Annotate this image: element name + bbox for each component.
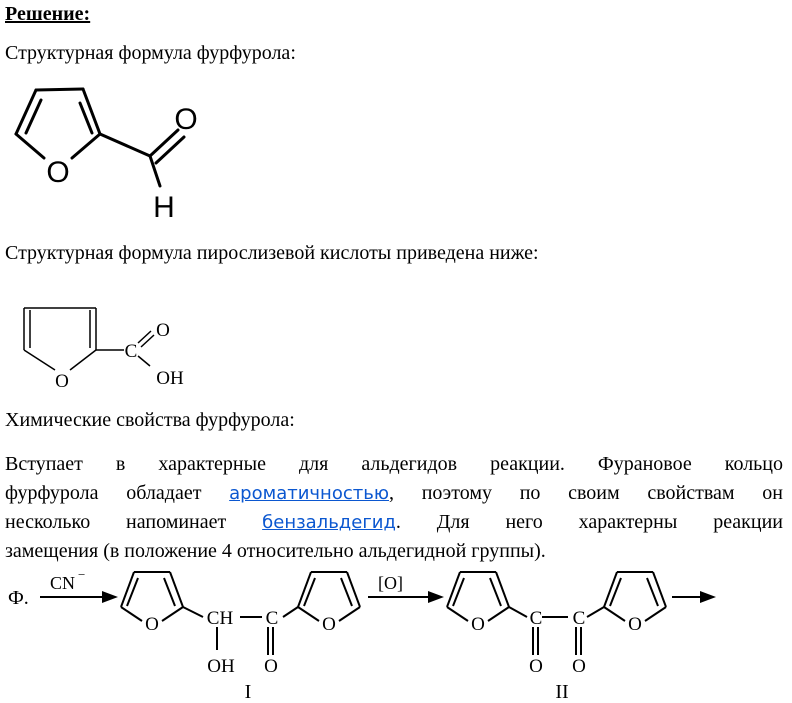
carbonyl-carbon-1: C bbox=[265, 608, 279, 629]
compound-label-2: II bbox=[555, 681, 569, 703]
reagent-cyanide-charge: − bbox=[78, 567, 86, 582]
text-segment: фурфурола обладает bbox=[5, 482, 202, 504]
reagent-cyanide: CN bbox=[50, 573, 76, 593]
furfural-formula-caption: Структурная формула фурфурола: bbox=[5, 42, 296, 64]
ring-oxygen-3: O bbox=[471, 614, 485, 635]
text-segment: несколько напоминает bbox=[5, 511, 227, 533]
solution-heading: Решение: bbox=[5, 3, 91, 25]
reaction-start-label: Ф. bbox=[8, 587, 29, 609]
ring-oxygen-2: O bbox=[322, 614, 336, 635]
ring-oxygen-4: O bbox=[628, 614, 642, 635]
carbonyl-oxygen-1: O bbox=[264, 656, 278, 677]
ring-oxygen-1: O bbox=[145, 614, 159, 635]
aromaticity-link[interactable]: ароматичностью bbox=[229, 483, 389, 504]
hydroxyl-group: OH bbox=[207, 656, 235, 677]
pyromucic-carbon: C bbox=[124, 341, 138, 362]
paragraph-line-4: замещения (в положение 4 относительно альдегидной группы). bbox=[5, 540, 546, 562]
furfural-carbonyl-oxygen: O bbox=[174, 103, 198, 136]
carbonyl-carbon-3: C bbox=[572, 608, 586, 629]
text-segment: , поэтому по своим свойствам он bbox=[388, 482, 783, 504]
ch-group: CH bbox=[206, 608, 234, 629]
carbonyl-oxygen-2: O bbox=[529, 656, 543, 677]
compound-label-1: I bbox=[244, 681, 252, 703]
paragraph-line-1: Вступает в характерные для альдегидов реакции. Фурановое кольцо bbox=[5, 453, 783, 475]
furfural-hydrogen: H bbox=[153, 191, 175, 224]
pyromucic-hydroxyl: OH bbox=[156, 368, 184, 389]
pyromucic-ring-oxygen: O bbox=[55, 371, 69, 392]
benzaldehyde-link[interactable]: бензальдегид bbox=[262, 512, 396, 533]
reagent-oxidant: [O] bbox=[378, 573, 403, 593]
pyromucic-carbonyl-oxygen: O bbox=[156, 320, 170, 341]
furfural-ring-oxygen: O bbox=[46, 156, 70, 189]
carbonyl-carbon-2: C bbox=[529, 608, 543, 629]
text-segment: . Для него характерны реакции bbox=[395, 511, 784, 533]
carbonyl-oxygen-3: O bbox=[572, 656, 586, 677]
properties-caption: Химические свойства фурфурола: bbox=[5, 409, 295, 431]
pyromucic-formula-caption: Структурная формула пирослизевой кислоты приведена ниже: bbox=[5, 242, 539, 264]
